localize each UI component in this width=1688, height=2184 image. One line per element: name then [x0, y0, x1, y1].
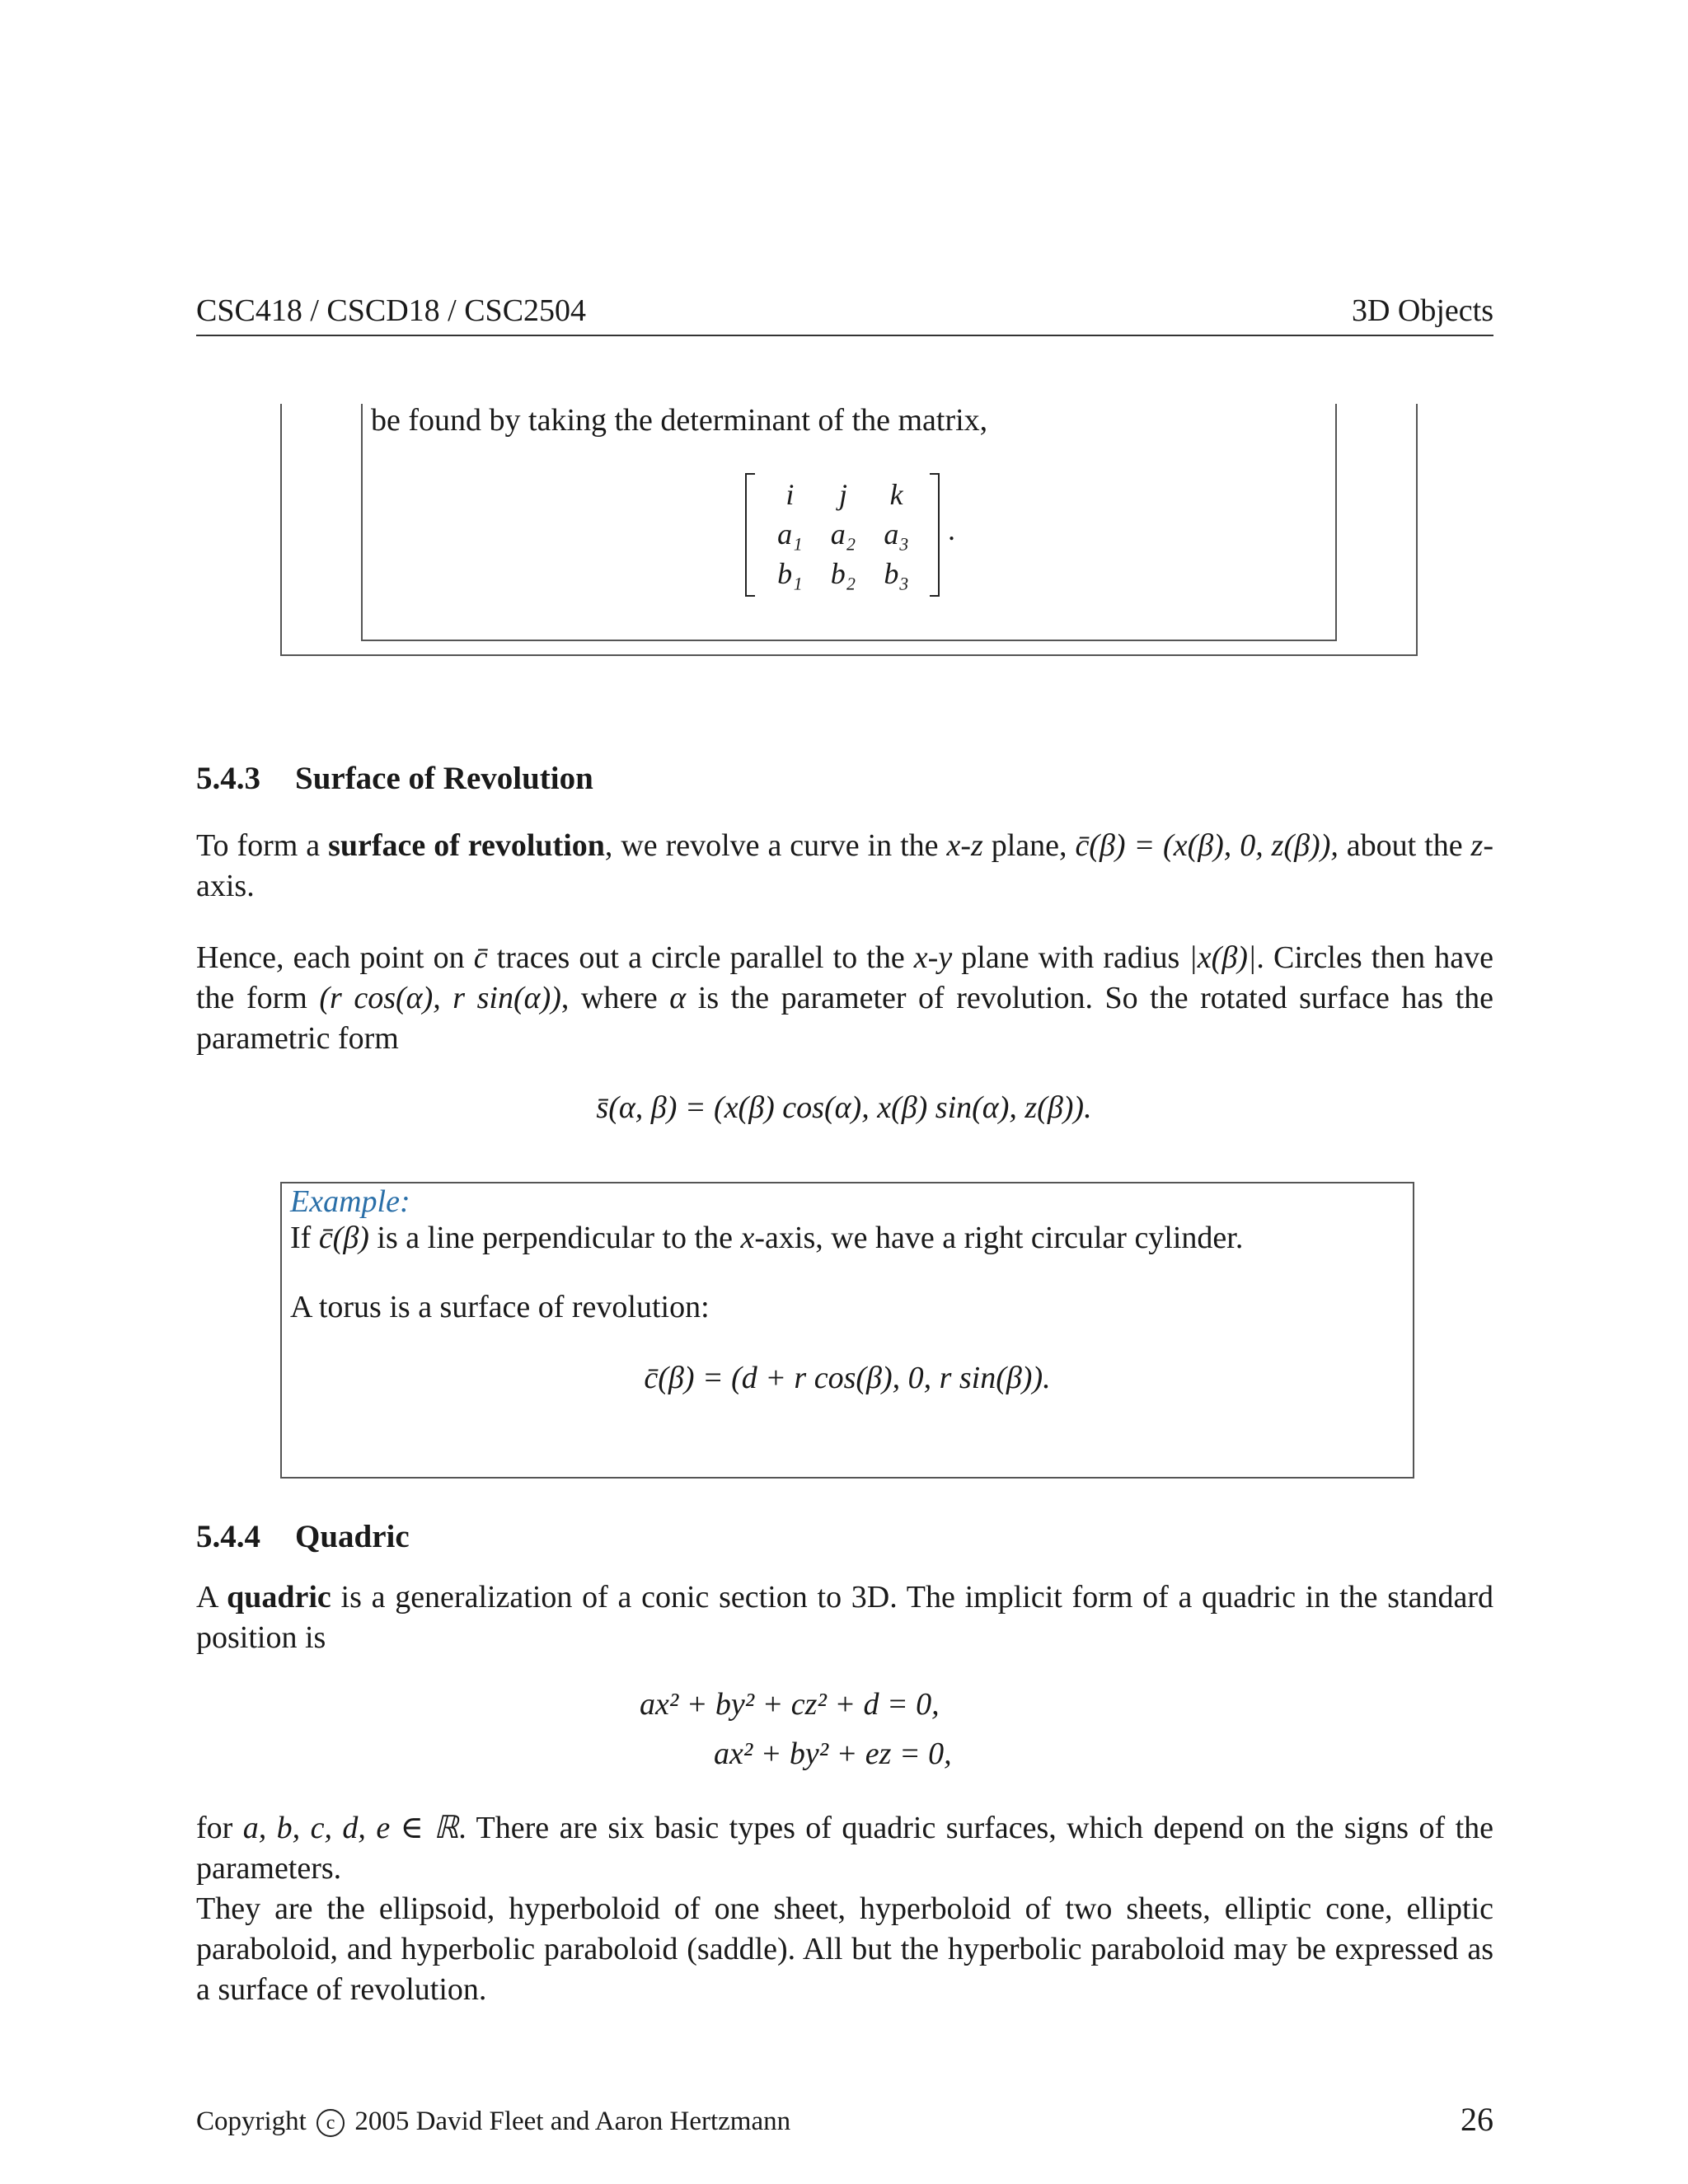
math-circle-form: (r cos(α), r sin(α)) [319, 981, 561, 1015]
matrix-cell: i [785, 478, 795, 511]
running-header-course: CSC418 / CSCD18 / CSC2504 [196, 293, 587, 328]
text: Copyright [196, 2107, 307, 2136]
text: is a generalization of a conic section to 3D. The implicit form of a quadric in the standard position is [196, 1580, 1493, 1655]
term-surface-of-revolution: surface of revolution [328, 828, 605, 863]
section-heading-5-4-4 [196, 1518, 410, 1555]
equation-torus: c̄(β) = (d + r cos(β), 0, r sin(β)). [644, 1361, 1051, 1395]
math-xz: x-z [946, 828, 983, 863]
math-curve: c̄(β) = (x(β), 0, z(β)), [1075, 828, 1339, 863]
term-quadric: quadric [227, 1580, 331, 1615]
paragraph-quadric-types [196, 1808, 1493, 1889]
running-header-chapter: 3D Objects [1351, 293, 1493, 328]
text: , where [560, 981, 670, 1015]
section-heading-5-4-3 [196, 760, 593, 797]
section-title: Surface of Revolution [295, 761, 593, 796]
footer-copyright [196, 2107, 790, 2137]
paragraph-quadric-list: They are the ellipsoid, hyperboloid of one sheet, hyperboloid of two sheets, elliptic cone, elliptic paraboloid, and hyperbolic paraboloid (saddle). All but the hyperbolic paraboloid may be expressed as a surface of revolution. [196, 1891, 1493, 2007]
text: is a line perpendicular to the [368, 1221, 741, 1255]
equation-surface-parametric: s̄(α, β) = (x(β) cos(α), x(β) sin(α), z(β)). [596, 1090, 1092, 1125]
text: -axis, we have a right circular cylinder. [754, 1221, 1244, 1255]
equation-quadric-2: ax² + by² + ez = 0, [714, 1736, 952, 1771]
text: . There are six basic types of quadric surfaces, which depend on the signs of the parameters. [196, 1811, 1493, 1886]
text: If [290, 1221, 319, 1255]
text: -axis. [196, 828, 1493, 903]
matrix-cell: b₂ [830, 557, 856, 590]
determinant-text: be found by taking the determinant of the matrix, [371, 403, 988, 438]
text: , we revolve a curve in the [604, 828, 947, 863]
section-number: 5.4.4 [196, 1519, 260, 1554]
example-cylinder-line [290, 1220, 1243, 1256]
text: for [196, 1811, 243, 1845]
page-number: 26 [1461, 2101, 1493, 2138]
section-title: Quadric [295, 1519, 410, 1554]
determinant-matrix [745, 473, 940, 593]
matrix-period: . [948, 513, 955, 546]
text: plane, [982, 828, 1076, 863]
section-number: 5.4.3 [196, 761, 260, 796]
example-torus-line: A torus is a surface of revolution: [290, 1290, 710, 1324]
matrix-cell: b₃ [884, 557, 909, 590]
text: 2005 David Fleet and Aaron Hertzmann [354, 2107, 791, 2136]
text: plane with radius [952, 940, 1189, 975]
math-radius: |x(β)| [1189, 940, 1257, 975]
matrix-cell: a₃ [884, 518, 909, 551]
matrix-cell: a₂ [830, 518, 856, 551]
math-parameters: a, b, c, d, e ∈ ℝ [242, 1811, 459, 1845]
matrix-cell: k [889, 478, 903, 511]
copyright-icon: c [316, 2109, 345, 2137]
matrix-cell: j [838, 478, 847, 511]
math-xy: x-y [913, 940, 953, 975]
matrix-right-bracket [930, 473, 940, 597]
matrix-left-bracket [745, 473, 755, 597]
math-c: c̄ [473, 940, 488, 975]
text: To form a [196, 828, 329, 863]
text: A [196, 1580, 227, 1615]
text: is the parameter of revolution. So the rotated surface has the parametric form [196, 981, 1493, 1056]
paragraph-revolution-definition [196, 826, 1493, 907]
paragraph-circles [196, 938, 1493, 1059]
header-rule [196, 335, 1493, 336]
math-c-beta: c̄(β) [318, 1221, 369, 1255]
text: . Circles then have the form [196, 940, 1493, 1015]
equation-quadric-1: ax² + by² + cz² + d = 0, [640, 1687, 940, 1722]
text: about the [1338, 828, 1471, 863]
matrix-cell: b₁ [777, 557, 803, 590]
math-x: x [740, 1221, 755, 1255]
paragraph-quadric-definition [196, 1577, 1493, 1658]
text: Hence, each point on [196, 940, 474, 975]
matrix-cell: a₁ [777, 518, 803, 551]
example-label: Example: [290, 1184, 410, 1219]
math-alpha: α [669, 981, 687, 1015]
math-z: z [1470, 828, 1484, 863]
text: traces out a circle parallel to the [487, 940, 914, 975]
